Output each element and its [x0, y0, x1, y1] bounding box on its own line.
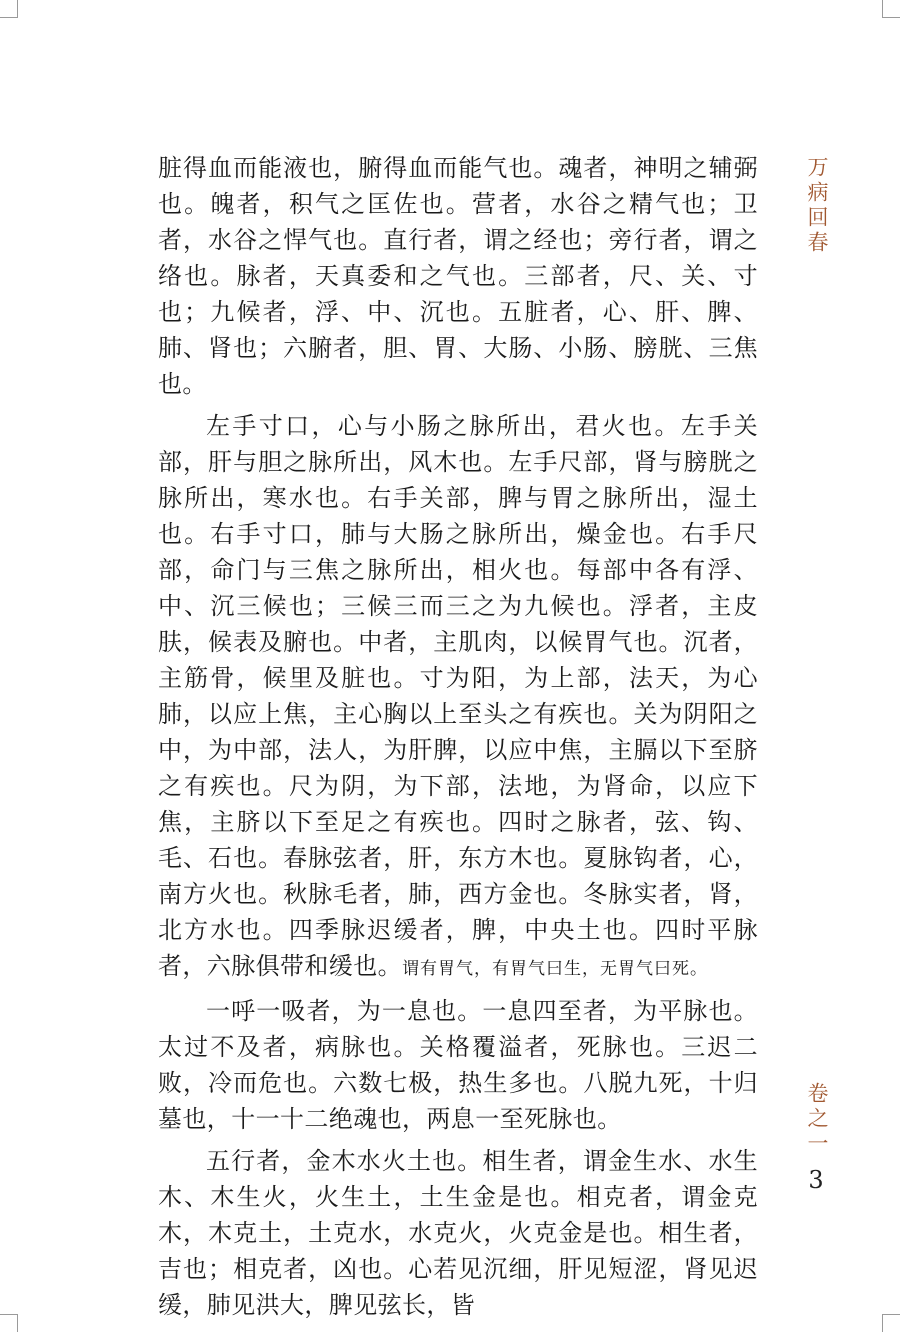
crop-mark-bottom-right — [882, 1314, 900, 1332]
crop-mark-top-right — [882, 0, 900, 18]
paragraph-3 — [158, 993, 758, 1137]
paragraph-2-annotation: 谓有胃气，有胃气曰生，无胃气曰死。 — [402, 959, 708, 979]
paragraph-4-text: 五行者，金木水火土也。相生者，谓金生水、水生木、木生火，火生土，土生金是也。相克者，谓金克木，木克土，土克水，水克火，火克金是也。相生者，吉也；相克者，凶也。心若见沉细，肝见短涩，肾见迟缓，肺见洪大，脾见弦长，皆 — [158, 1147, 758, 1319]
paragraph-3-text: 一呼一吸者，为一息也。一息四至者，为平脉也。太过不及者，病脉也。关格覆溢者，死脉也。三迟二败，冷而危也。六数七极，热生多也。八脱九死，十归墓也，十一十二绝魂也，两息一至死脉也。 — [158, 997, 758, 1133]
paragraph-1 — [158, 150, 758, 402]
paragraph-2-text: 左手寸口，心与小肠之脉所出，君火也。左手关部，肝与胆之脉所出，风木也。左手尺部，肾与膀胱之脉所出，寒水也。右手关部，脾与胃之脉所出，湿土也。右手寸口，肺与大肠之脉所出，燥金也。右手尺部，命门与三焦之脉所出，相火也。每部中各有浮、中、沉三候也；三候三而三之为九候也。浮者，主皮肤，候表及腑也。中者，主肌肉，以候胃气也。沉者，主筋骨，候里及脏也。寸为阳，为上部，法天，为心肺，以应上焦，主心胸以上至头之有疾也。关为阴阳之中，为中部，法人，为肝脾，以应中焦，主膈以下至脐之有疾也。尺为阴，为下部，法地，为肾命，以应下焦，主脐以下至足之有疾也。四时之脉者，弦、钩、毛、石也。春脉弦者，肝，东方木也。夏脉钩者，心，南方火也。秋脉毛者，肺，西方金也。冬脉实者，肾，北方水也。四季脉迟缓者，脾，中央土也。四时平脉者，六脉俱带和缓也。 — [158, 412, 758, 980]
running-book-title: 万病回春 — [805, 156, 829, 256]
body-text — [158, 150, 758, 1329]
paragraph-1-text: 脏得血而能液也，腑得血而能气也。魂者，神明之辅弼也。魄者，积气之匡佐也。营者，水谷之精气也；卫者，水谷之悍气也。直行者，谓之经也；旁行者，谓之络也。脉者，天真委和之气也。三部者，尺、关、寸也；九候者，浮、中、沉也。五脏者，心、肝、脾、肺、肾也；六腑者，胆、胃、大肠、小肠、膀胱、三焦也。 — [158, 154, 758, 398]
running-volume-title: 卷之一 — [805, 1082, 829, 1157]
paragraph-2 — [158, 408, 758, 987]
page-number: 3 — [808, 1166, 824, 1194]
crop-mark-top-left — [0, 0, 18, 18]
crop-mark-bottom-left — [0, 1314, 18, 1332]
paragraph-4 — [158, 1143, 758, 1323]
